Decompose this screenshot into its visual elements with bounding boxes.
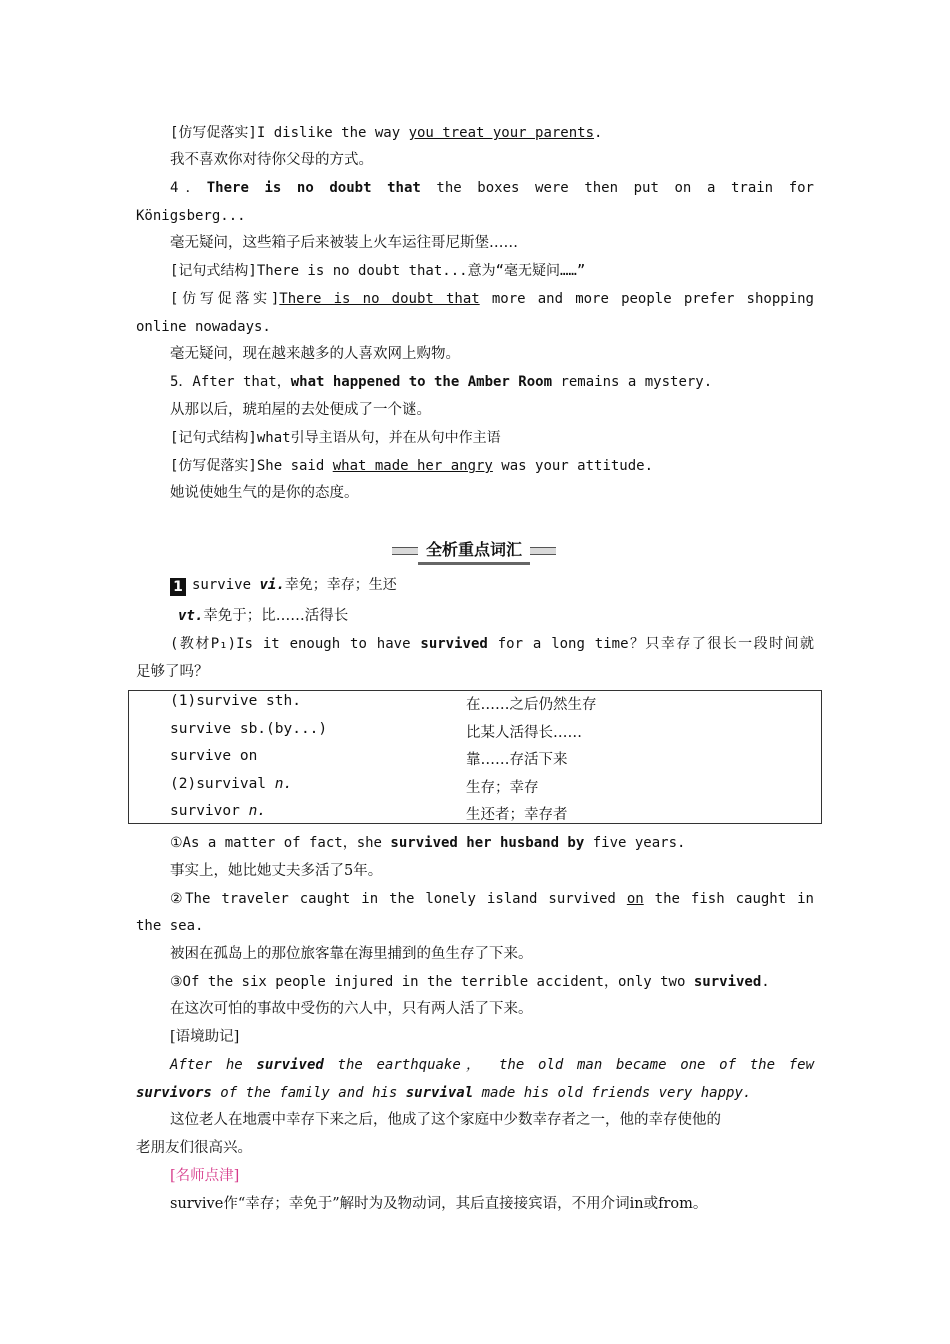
bold-word: survivors (136, 1085, 212, 1101)
sentence-5 (170, 372, 712, 392)
entry-number-badge: 1 (170, 578, 186, 596)
table-en: survive on (170, 748, 258, 764)
example-start: (教材P₁)Is it enough to have (170, 636, 421, 652)
bold-word: survived (420, 636, 488, 652)
imitation-prefix: [仿写促落实]She said (170, 458, 333, 474)
context-label: [语境助记] (170, 1029, 240, 1045)
context-text: made his old friends very happy. (473, 1085, 752, 1101)
entry-word: survive (192, 577, 260, 593)
context-text: of the family and his (211, 1085, 406, 1101)
sentence-4-imitation (170, 289, 814, 309)
sentence-rest: remains a mystery. (552, 374, 713, 390)
vocab-entry-header (170, 575, 397, 596)
underlined-word: on (626, 891, 644, 907)
table-cn: 在……之后仍然生存 (466, 697, 597, 713)
bold-word: survived (256, 1057, 324, 1073)
imitation-rest: more and more people prefer shopping (479, 291, 814, 307)
table-row (170, 721, 582, 743)
table-en: (2)survival (170, 776, 275, 792)
textbook-example (170, 634, 814, 654)
table-pos: n. (248, 803, 267, 819)
table-cn: 靠……存活下来 (466, 752, 568, 768)
sentence-number: 5．After that， (170, 374, 291, 390)
table-row (170, 693, 597, 715)
context-text: the earthquake， the old man became one of the few (323, 1057, 814, 1073)
example-text: . (761, 974, 770, 990)
bold-phrase: survived her husband by (390, 835, 585, 851)
example-2 (170, 889, 814, 909)
tip-text: survive作“幸存；幸免于”解时为及物动词，其后直接接宾语，不用介词in或from。 (170, 1196, 708, 1212)
example-text: ①As a matter of fact，she (170, 835, 391, 851)
sentence-4-imitation-cont: online nowadays. (136, 319, 271, 335)
definition: 幸免于；比……活得长 (203, 608, 349, 624)
example-1-translation: 事实上，她比她丈夫多活了5年。 (170, 863, 383, 879)
sentence-4-cont: Königsberg... (136, 208, 246, 224)
context-translation: 这位老人在地震中幸存下来之后，他成了这个家庭中少数幸存者之一，他的幸存使他的 (170, 1112, 721, 1128)
underlined-answer: what made her angry (332, 458, 493, 474)
sentence-rest: the boxes were then put on a train for (420, 180, 814, 196)
table-cn: 生存；幸存 (466, 780, 539, 796)
example-text: ③Of the six people injured in the terrible accident，only two (170, 974, 694, 990)
example-2-cont: the sea. (136, 918, 204, 934)
tip-label: [名师点津] (170, 1168, 240, 1184)
context-sentence (170, 1055, 814, 1075)
table-row (170, 776, 539, 798)
imitation-prefix: [仿写促落实] (170, 291, 280, 307)
example-3 (170, 972, 770, 992)
table-en: (1)survive sth. (170, 693, 301, 709)
table-en: survive sb.(by...) (170, 721, 328, 737)
bold-phrase: what happened to the Amber Room (290, 374, 553, 390)
context-translation-cont: 老朋友们很高兴。 (136, 1140, 252, 1156)
banner-right-bar (526, 547, 556, 555)
bold-word: survival (405, 1085, 474, 1101)
imitation-prefix: [仿写促落实]I dislike the way (170, 125, 409, 141)
example-1 (170, 833, 685, 853)
sentence-5-translation: 从那以后，琥珀屋的去处便成了一个谜。 (170, 402, 431, 418)
underlined-answer: you treat your parents (408, 125, 595, 141)
context-text: After he (170, 1057, 257, 1073)
sentence-number: 4． (170, 180, 207, 196)
table-en: survivor (170, 803, 249, 819)
table-row (170, 748, 568, 770)
example-text: ②The traveler caught in the lonely island survived (170, 891, 627, 907)
example-3-translation: 在这次可怕的事故中受伤的六人中，只有两人活了下来。 (170, 1001, 533, 1017)
table-pos: n. (274, 776, 293, 792)
bold-phrase: There is no doubt that (206, 180, 421, 196)
underlined-answer: There is no doubt that (279, 291, 480, 307)
sentence-5-imitation (170, 456, 653, 476)
sentence-4-structure: [记句式结构]There is no doubt that...意为“毫无疑问……” (170, 263, 586, 279)
part-of-speech: vi. (259, 577, 285, 593)
section-title: 全析重点词汇 (418, 538, 530, 565)
table-row (170, 803, 568, 825)
example-rest: for a long time？只幸存了很长一段时间就 (487, 636, 815, 652)
example-text: the fish caught in (643, 891, 814, 907)
imitation-line-1 (170, 123, 602, 143)
table-cn: 生还者；幸存者 (466, 807, 568, 823)
usage-table (128, 690, 822, 824)
part-of-speech: vt. (178, 608, 204, 624)
sentence-5-structure: [记句式结构]what引导主语从句，并在从句中作主语 (170, 430, 501, 446)
translation-line-1: 我不喜欢你对待你父母的方式。 (170, 152, 373, 168)
sentence-4 (170, 178, 814, 198)
textbook-example-cont: 足够了吗？ (136, 664, 209, 680)
imitation-rest: was your attitude. (492, 458, 654, 474)
definition: 幸免；幸存；生还 (284, 577, 397, 593)
sentence-5-imitation-translation: 她说使她生气的是你的态度。 (170, 485, 359, 501)
sentence-4-translation: 毫无疑问，这些箱子后来被装上火车运往哥尼斯堡…… (170, 235, 518, 251)
imitation-suffix: . (594, 125, 603, 141)
table-cn: 比某人活得长…… (466, 725, 582, 741)
bold-word: survived (693, 974, 762, 990)
context-sentence-cont (136, 1083, 751, 1103)
sentence-4-imitation-translation: 毫无疑问，现在越来越多的人喜欢网上购物。 (170, 346, 460, 362)
example-2-translation: 被困在孤岛上的那位旅客靠在海里捕到的鱼生存了下来。 (170, 946, 533, 962)
section-banner (392, 538, 556, 562)
vocab-entry-vt (178, 606, 348, 626)
example-text: five years. (584, 835, 686, 851)
